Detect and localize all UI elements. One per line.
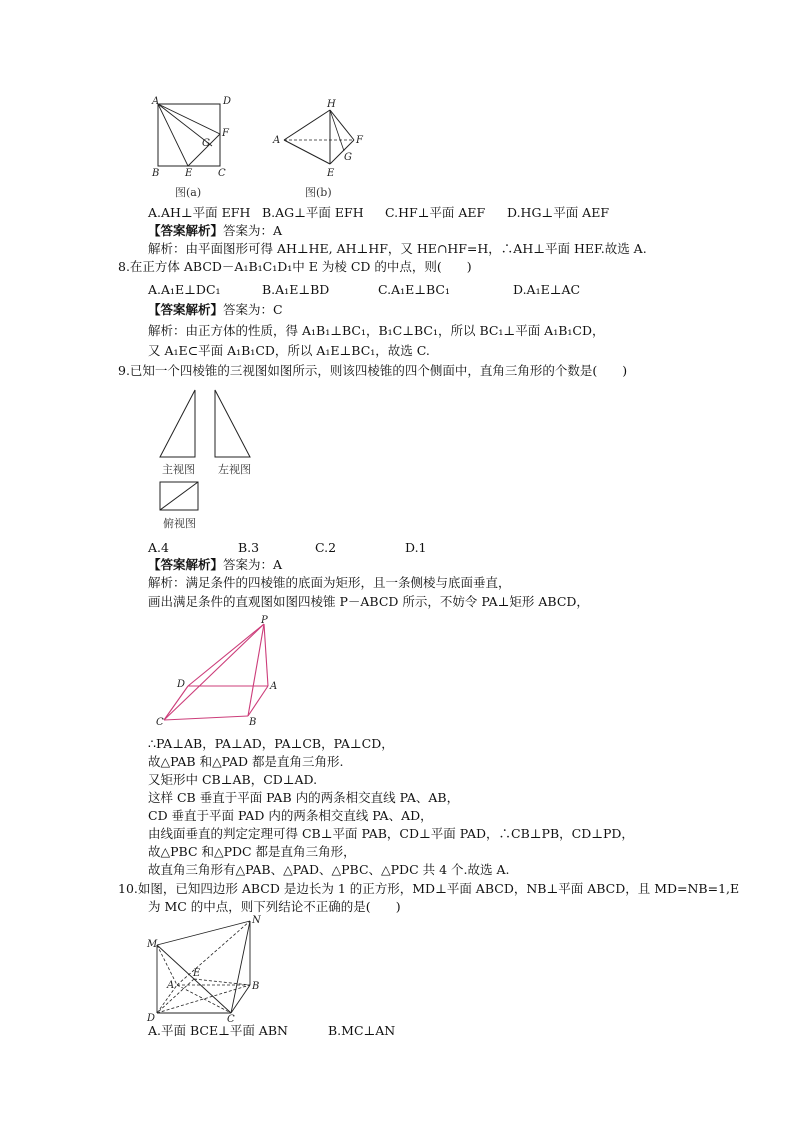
label-A: A [270, 681, 278, 692]
answer-tag: 【答案解析】 [148, 302, 224, 317]
figure-a [150, 96, 240, 176]
q7-option-a: A.AH⊥平面 EFH [148, 205, 251, 220]
label-A: A [167, 980, 175, 991]
label-C: C [227, 1014, 235, 1023]
label-D: D [177, 679, 186, 690]
label-A: A [152, 96, 160, 107]
q10-option-a: A.平面 BCE⊥平面 ABN [148, 1023, 288, 1038]
q10-option-b: B.MC⊥AN [328, 1023, 396, 1038]
q9-analysis-7: CD 垂直于平面 PAD 内的两条相交直线 PA、AD， [148, 808, 433, 823]
label-F: F [356, 135, 363, 146]
label-A: A [273, 135, 281, 146]
answer-text: 答案为：A [223, 557, 283, 572]
q10-stem-2: 为 MC 的中点，则下列结论不正确的是( ) [148, 899, 401, 914]
q9-option-c: C.2 [315, 540, 337, 555]
front-view-label: 主视图 [162, 463, 195, 476]
answer-tag: 【答案解析】 [148, 223, 224, 238]
q7-option-c: C.HF⊥平面 AEF [385, 205, 486, 220]
side-view-label: 左视图 [218, 463, 251, 476]
answer-tag: 【答案解析】 [148, 557, 224, 572]
label-D: D [223, 96, 232, 107]
q9-analysis-3: ∴PA⊥AB，PA⊥AD，PA⊥CB，PA⊥CD， [148, 736, 394, 751]
label-C: C [156, 717, 164, 728]
q9-analysis-2: 画出满足条件的直观图如图四棱锥 P－ABCD 所示，不妨令 PA⊥矩形 ABCD， [148, 594, 589, 609]
q9-analysis-6: 这样 CB 垂直于平面 PAB 内的两条相交直线 PA、AB， [148, 790, 460, 805]
label-F: F [222, 128, 229, 139]
label-B: B [252, 981, 260, 992]
q7-option-d: D.HG⊥平面 AEF [507, 205, 609, 220]
q8-option-c: C.A₁E⊥BC₁ [378, 282, 451, 297]
q8-option-d: D.A₁E⊥AC [513, 282, 581, 297]
answer-text: 答案为：A [223, 223, 283, 238]
q9-option-d: D.1 [405, 540, 427, 555]
label-N: N [252, 915, 261, 926]
q7-answer-line [148, 223, 282, 239]
q9-answer-line [148, 557, 282, 573]
figure-b [268, 96, 368, 178]
q10-figure [145, 915, 270, 1023]
label-E: E [185, 168, 193, 176]
q8-option-a: A.A₁E⊥DC₁ [148, 282, 221, 297]
q8-analysis-1: 解析：由正方体的性质，得 A₁B₁⊥BC₁，B₁C⊥BC₁，所以 BC₁⊥平面 A₁B₁CD， [148, 323, 605, 338]
pyramid-figure [150, 612, 285, 732]
label-B: B [249, 717, 257, 728]
label-P: P [261, 615, 268, 626]
q9-analysis-9: 故△PBC 和△PDC 都是直角三角形， [148, 844, 356, 859]
q9-analysis-5: 又矩形中 CB⊥AB，CD⊥AD. [148, 772, 318, 787]
q8-answer-line [148, 302, 283, 318]
q7-analysis: 解析：由平面图形可得 AH⊥HE, AH⊥HF，又 HE∩HF=H，∴AH⊥平面 HEF.故选 A. [148, 241, 647, 256]
label-G: G [202, 138, 210, 149]
q10-stem-1: 10.如图，已知四边形 ABCD 是边长为 1 的正方形，MD⊥平面 ABCD，NB⊥平面 ABCD，且 MD=NB=1,E [118, 881, 740, 896]
q9-analysis-4: 故△PAB 和△PAD 都是直角三角形. [148, 754, 344, 769]
q8-option-b: B.A₁E⊥BD [262, 282, 330, 297]
q9-analysis-8: 由线面垂直的判定定理可得 CB⊥平面 PAB，CD⊥平面 PAD，∴CB⊥PB，CD⊥PD， [148, 826, 634, 841]
label-C: C [218, 168, 226, 176]
figure-a-caption: 图(a) [175, 186, 202, 199]
q7-option-b: B.AG⊥平面 EFH [262, 205, 364, 220]
q8-stem: 8.在正方体 ABCD－A₁B₁C₁D₁中 E 为棱 CD 的中点，则( ) [118, 259, 472, 274]
figure-b-caption: 图(b) [305, 186, 332, 199]
label-D: D [147, 1013, 156, 1023]
top-view-label: 俯视图 [163, 517, 196, 530]
label-E: E [193, 968, 201, 979]
three-views-figure [155, 385, 265, 530]
answer-text: 答案为：C [223, 302, 283, 317]
q9-analysis-1: 解析：满足条件的四棱锥的底面为矩形，且一条侧棱与底面垂直， [148, 575, 511, 590]
label-M: M [147, 939, 158, 950]
q9-stem: 9.已知一个四棱锥的三视图如图所示，则该四棱锥的四个侧面中，直角三角形的个数是( ) [118, 363, 628, 378]
q8-analysis-2: 又 A₁E⊂平面 A₁B₁CD，所以 A₁E⊥BC₁，故选 C. [148, 343, 430, 358]
q9-analysis-10: 故直角三角形有△PAB、△PAD、△PBC、△PDC 共 4 个.故选 A. [148, 862, 510, 877]
label-G: G [344, 152, 352, 163]
label-E: E [327, 168, 335, 178]
q9-option-b: B.3 [238, 540, 260, 555]
label-B: B [152, 168, 160, 176]
label-H: H [327, 99, 336, 110]
q9-option-a: A.4 [148, 540, 169, 555]
